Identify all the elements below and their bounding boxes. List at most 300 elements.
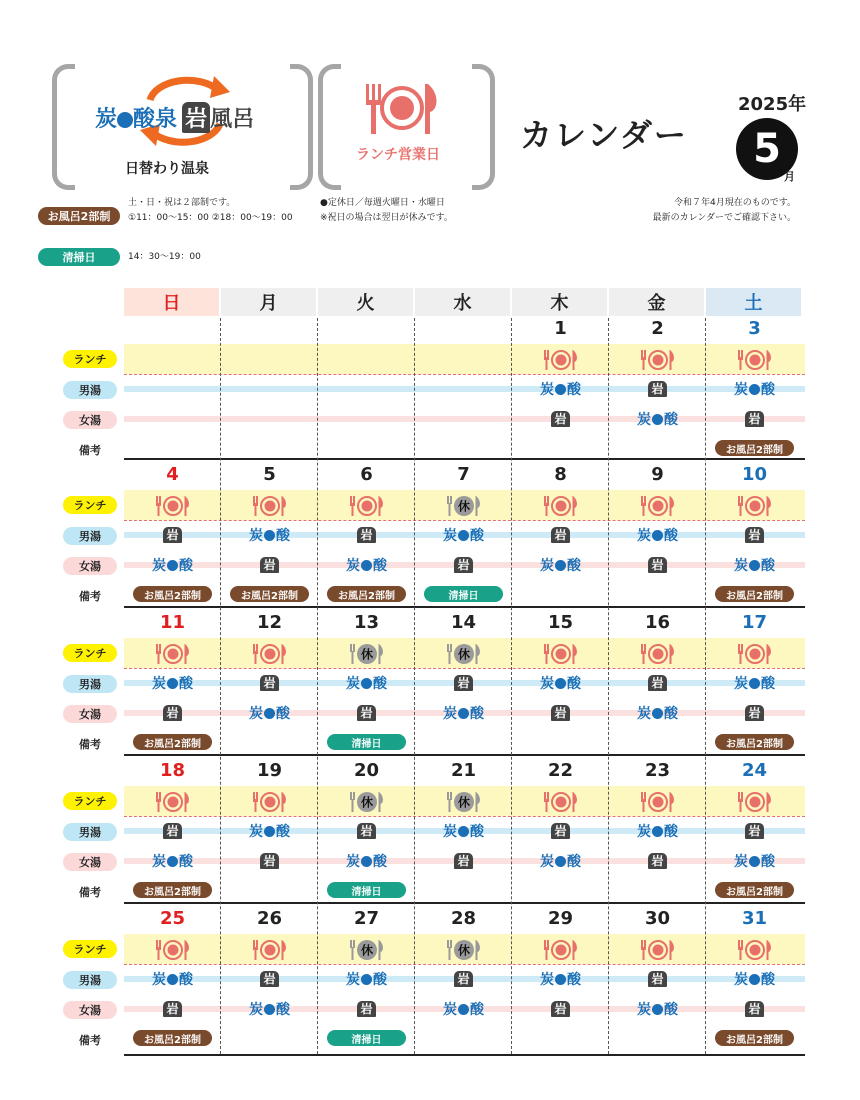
tansan-icon	[415, 820, 512, 842]
bottom-rule	[124, 1054, 805, 1056]
bubble-icon	[458, 1004, 469, 1015]
day-header: 土	[706, 288, 801, 316]
lunch-open-icon	[318, 494, 415, 518]
iwaburo-icon	[609, 378, 706, 400]
day-header: 月	[221, 288, 316, 316]
ofuro-pill: お風呂2部制	[715, 586, 794, 602]
iwaburo-icon	[124, 702, 221, 724]
iwaburo-icon	[706, 524, 803, 546]
iwaburo-icon	[609, 968, 706, 990]
tansan-icon	[706, 672, 803, 694]
iwaburo-icon	[609, 850, 706, 872]
tansan-text: 炭	[443, 1002, 457, 1018]
ofuro-pill: お風呂2部制	[133, 734, 212, 750]
left-bracket-2	[318, 64, 341, 190]
bubble-icon	[361, 560, 372, 571]
day-number: 15	[547, 612, 574, 633]
tansan-text: 酸	[567, 676, 581, 692]
iwaburo-text: 岩	[745, 823, 763, 839]
tansan-text: 炭	[637, 706, 651, 722]
tansan-icon	[221, 820, 318, 842]
lunch-dash	[124, 816, 805, 817]
tansan-text: 酸	[470, 528, 484, 544]
tansan-icon	[221, 998, 318, 1020]
clean-pill: 清掃日	[327, 1030, 406, 1046]
lunch-open-icon	[706, 494, 803, 518]
tansan-text: 炭	[637, 412, 651, 428]
iwaburo-text: 岩	[163, 1001, 181, 1017]
row-label-male: 男湯	[63, 527, 117, 545]
lunch-closed-icon	[415, 642, 512, 666]
tansan-text: 酸	[664, 706, 678, 722]
ofuro-pill: お風呂2部制	[230, 586, 309, 602]
lunch-closed-icon	[415, 790, 512, 814]
iwaburo-text: 岩	[551, 527, 569, 543]
iwaburo-icon	[706, 702, 803, 724]
bubble-icon	[361, 856, 372, 867]
tansan-text: 炭	[734, 854, 748, 870]
iwaburo-text: 岩	[648, 557, 666, 573]
tansan-text: 酸	[470, 824, 484, 840]
tansan-text: 酸	[567, 854, 581, 870]
row-label-lunch: ランチ	[63, 350, 117, 368]
tansan-text: 酸	[373, 972, 387, 988]
ofuro-note	[128, 196, 293, 226]
lunch-open-icon	[512, 642, 609, 666]
iwaburo-icon	[318, 820, 415, 842]
week-rule	[124, 902, 805, 904]
week-rule	[124, 458, 805, 460]
day-number: 14	[450, 612, 477, 633]
bubble-icon	[652, 708, 663, 719]
tansan-text: 炭	[540, 382, 554, 398]
tansan-text: 炭	[346, 854, 360, 870]
day-number: 4	[166, 464, 179, 485]
clean-pill: 清掃日	[327, 734, 406, 750]
iwaburo-icon	[318, 998, 415, 1020]
tansan-text: 炭	[637, 528, 651, 544]
tansan-icon	[609, 702, 706, 724]
tansan-icon	[609, 998, 706, 1020]
day-number: 3	[748, 318, 761, 339]
tansan-text: 炭	[540, 972, 554, 988]
tansan-text: 炭	[540, 676, 554, 692]
lunch-open-icon	[221, 790, 318, 814]
iwaburo-text: 岩	[745, 411, 763, 427]
bubble-icon	[458, 826, 469, 837]
row-label-male: 男湯	[63, 971, 117, 989]
lunch-open-icon	[706, 790, 803, 814]
iwaburo-icon	[609, 672, 706, 694]
tansan-text: 炭	[346, 972, 360, 988]
tansan-text: 酸	[761, 972, 775, 988]
day-number: 20	[353, 760, 380, 781]
year-label: 2025年	[738, 94, 807, 115]
day-number: 8	[554, 464, 567, 485]
svg-text:休: 休	[457, 499, 470, 514]
day-number: 31	[741, 908, 768, 929]
tansan-text: 酸	[373, 854, 387, 870]
tansan-text: 酸	[276, 706, 290, 722]
clean-legend-pill: 清掃日	[38, 248, 120, 266]
tansan-icon	[415, 998, 512, 1020]
iwaburo-text: 岩	[551, 1001, 569, 1017]
tansan-text: 酸	[373, 676, 387, 692]
logo-subtitle: 日替わり温泉	[125, 161, 209, 177]
svg-text:休: 休	[360, 647, 373, 662]
iwaburo-text: 岩	[648, 675, 666, 691]
bubble-icon	[555, 974, 566, 985]
tansan-icon	[221, 524, 318, 546]
bubble-icon	[167, 678, 178, 689]
iwaburo-text: 岩	[163, 823, 181, 839]
lunch-dash	[124, 374, 805, 375]
iwaburo-icon	[512, 820, 609, 842]
tansan-icon	[706, 378, 803, 400]
tansan-icon	[318, 850, 415, 872]
tansan-text: 炭	[249, 528, 263, 544]
iwaburo-text: 岩	[357, 1001, 375, 1017]
row-label-male: 男湯	[63, 381, 117, 399]
row-label-male: 男湯	[63, 675, 117, 693]
iwaburo-icon	[512, 998, 609, 1020]
iwaburo-icon	[415, 672, 512, 694]
iwaburo-text: 岩	[648, 853, 666, 869]
ofuro-note-line1: 土・日・祝は２部制です。	[128, 198, 236, 208]
tansan-text: 炭	[734, 558, 748, 574]
tansan-text: 炭	[637, 1002, 651, 1018]
lunch-open-icon	[609, 938, 706, 962]
bubble-icon	[555, 384, 566, 395]
tansan-icon	[512, 554, 609, 576]
clean-time: 14：30〜19：00	[128, 252, 201, 262]
lunch-open-icon	[609, 642, 706, 666]
day-number: 25	[159, 908, 186, 929]
day-number: 29	[547, 908, 574, 929]
tansan-text: 酸	[179, 854, 193, 870]
row-label-lunch: ランチ	[63, 940, 117, 958]
bubble-icon	[652, 1004, 663, 1015]
iwaburo-text: 岩	[745, 527, 763, 543]
iwaburo-text: 岩	[454, 557, 472, 573]
tansan-text: 酸	[664, 528, 678, 544]
tansan-text: 酸	[567, 382, 581, 398]
row-label-note: 備考	[79, 590, 101, 603]
lunch-dash	[124, 520, 805, 521]
bubble-icon	[167, 560, 178, 571]
tansan-text: 炭	[346, 676, 360, 692]
lunch-open-icon	[512, 494, 609, 518]
tansan-text: 酸	[664, 824, 678, 840]
month-unit: 月	[784, 170, 795, 183]
day-header: 水	[415, 288, 510, 316]
iwaburo-text: 岩	[357, 705, 375, 721]
day-header: 日	[124, 288, 219, 316]
lunch-closed-icon	[415, 494, 512, 518]
disclaimer-note	[600, 196, 796, 226]
lunch-dash	[124, 964, 805, 965]
iwaburo-text: 岩	[454, 853, 472, 869]
bubble-icon	[652, 414, 663, 425]
lunch-open-icon	[512, 348, 609, 372]
tansan-icon	[415, 702, 512, 724]
iwaburo-text: 岩	[648, 381, 666, 397]
bubble-icon	[361, 974, 372, 985]
tansan-text: 炭	[152, 972, 166, 988]
day-number: 27	[353, 908, 380, 929]
clean-pill: 清掃日	[327, 882, 406, 898]
tansan-icon	[318, 968, 415, 990]
iwaburo-text: 岩	[745, 705, 763, 721]
iwaburo-text: 岩	[454, 675, 472, 691]
svg-text:休: 休	[360, 943, 373, 958]
day-number: 23	[644, 760, 671, 781]
tansan-text: 炭	[346, 558, 360, 574]
iwaburo-text: 岩	[260, 853, 278, 869]
ofuro-legend-pill: お風呂2部制	[38, 207, 120, 225]
tansan-icon	[609, 408, 706, 430]
day-number: 30	[644, 908, 671, 929]
tansan-text: 炭	[443, 824, 457, 840]
closed-note-line2: ※祝日の場合は翌日が休みです。	[320, 213, 453, 223]
bubble-icon	[264, 708, 275, 719]
day-header: 火	[318, 288, 413, 316]
row-label-lunch: ランチ	[63, 496, 117, 514]
tansan-text: 炭	[152, 558, 166, 574]
day-number: 5	[263, 464, 276, 485]
tansan-text: 炭	[540, 854, 554, 870]
bubble-icon	[458, 708, 469, 719]
bubble-icon	[555, 560, 566, 571]
svg-text:休: 休	[457, 647, 470, 662]
tansan-icon	[221, 702, 318, 724]
iwaburo-icon	[512, 702, 609, 724]
tansan-text: 炭	[249, 824, 263, 840]
ofuro-pill: お風呂2部制	[715, 734, 794, 750]
tansan-icon	[512, 850, 609, 872]
tansan-text: 酸	[179, 972, 193, 988]
lunch-open-icon	[706, 642, 803, 666]
iwaburo-icon	[706, 820, 803, 842]
day-number: 9	[651, 464, 664, 485]
lunch-open-icon	[221, 938, 318, 962]
day-number: 6	[360, 464, 373, 485]
iwaburo-text: 岩	[260, 971, 278, 987]
iwaburo-text: 岩	[551, 411, 569, 427]
iwaburo-icon	[415, 554, 512, 576]
lunch-open-icon	[512, 938, 609, 962]
bubble-icon	[749, 678, 760, 689]
bubble-icon	[652, 530, 663, 541]
closed-note	[320, 196, 453, 226]
row-label-male: 男湯	[63, 823, 117, 841]
tansan-text: 酸	[470, 706, 484, 722]
lunch-label: ランチ営業日	[356, 147, 440, 163]
iwaburo-icon	[512, 524, 609, 546]
lunch-open-icon	[706, 938, 803, 962]
ofuro-pill: お風呂2部制	[715, 882, 794, 898]
row-label-female: 女湯	[63, 705, 117, 723]
logo-tan: 炭	[95, 107, 118, 132]
tansan-text: 炭	[734, 972, 748, 988]
iwaburo-text: 岩	[357, 823, 375, 839]
iwaburo-text: 岩	[551, 705, 569, 721]
bubble-icon	[749, 560, 760, 571]
row-label-note: 備考	[79, 738, 101, 751]
iwaburo-text: 岩	[454, 971, 472, 987]
week-rule	[124, 606, 805, 608]
tansan-text: 炭	[443, 528, 457, 544]
lunch-open-icon	[124, 494, 221, 518]
lunch-closed-icon	[318, 790, 415, 814]
tansan-text: 酸	[179, 558, 193, 574]
bubble-icon	[264, 826, 275, 837]
logo-iwa: 岩	[182, 102, 210, 133]
tansan-text: 酸	[373, 558, 387, 574]
row-label-note: 備考	[79, 1034, 101, 1047]
lunch-open-icon	[609, 494, 706, 518]
tansan-text: 酸	[276, 1002, 290, 1018]
bubble-icon	[749, 856, 760, 867]
lunch-open-icon	[221, 642, 318, 666]
lunch-open-icon	[609, 348, 706, 372]
tansan-text: 酸	[761, 854, 775, 870]
tansan-text: 酸	[761, 382, 775, 398]
ofuro-pill: お風呂2部制	[133, 586, 212, 602]
lunch-dash	[124, 668, 805, 669]
day-header: 金	[609, 288, 704, 316]
bubble-icon	[749, 384, 760, 395]
disclaimer-line1: 令和７年4月現在のものです。	[673, 198, 796, 208]
day-number: 26	[256, 908, 283, 929]
day-number: 13	[353, 612, 380, 633]
tansan-icon	[706, 554, 803, 576]
bubble-icon	[652, 826, 663, 837]
logo-san: 酸泉	[133, 107, 178, 132]
lunch-closed-icon	[318, 642, 415, 666]
ofuro-pill: お風呂2部制	[133, 1030, 212, 1046]
lunch-open-icon	[124, 642, 221, 666]
clean-pill: 清掃日	[424, 586, 503, 602]
bubble-icon	[555, 678, 566, 689]
week-rule	[124, 754, 805, 756]
iwaburo-icon	[221, 672, 318, 694]
bubble-icon	[458, 530, 469, 541]
iwaburo-icon	[221, 968, 318, 990]
tansan-text: 炭	[443, 706, 457, 722]
lunch-logo	[340, 78, 460, 178]
tansan-text: 炭	[249, 706, 263, 722]
tansan-text: 炭	[540, 558, 554, 574]
iwaburo-icon	[512, 408, 609, 430]
bubble-icon	[167, 974, 178, 985]
iwaburo-icon	[124, 998, 221, 1020]
row-label-female: 女湯	[63, 853, 117, 871]
tansan-text: 炭	[249, 1002, 263, 1018]
iwaburo-icon	[318, 524, 415, 546]
tansan-text: 炭	[734, 676, 748, 692]
tansan-icon	[512, 672, 609, 694]
lunch-open-icon	[706, 348, 803, 372]
tansan-text: 酸	[664, 1002, 678, 1018]
row-label-lunch: ランチ	[63, 644, 117, 662]
day-number: 1	[554, 318, 567, 339]
tansan-text: 酸	[664, 412, 678, 428]
svg-text:休: 休	[360, 795, 373, 810]
lunch-open-icon	[221, 494, 318, 518]
day-number: 28	[450, 908, 477, 929]
plate-fork-knife-icon	[362, 80, 442, 138]
iwaburo-text: 岩	[648, 971, 666, 987]
iwaburo-icon	[609, 554, 706, 576]
tansan-text: 酸	[276, 528, 290, 544]
iwaburo-icon	[124, 524, 221, 546]
iwaburo-icon	[221, 554, 318, 576]
lunch-open-icon	[124, 790, 221, 814]
tansan-icon	[609, 820, 706, 842]
ofuro-note-line2: ①11：00〜15：00 ②18：00〜19：00	[128, 213, 293, 223]
day-number: 2	[651, 318, 664, 339]
lunch-closed-icon	[415, 938, 512, 962]
lunch-open-icon	[124, 938, 221, 962]
tansan-icon	[318, 672, 415, 694]
day-number: 18	[159, 760, 186, 781]
tansan-text: 酸	[276, 824, 290, 840]
lunch-open-icon	[609, 790, 706, 814]
page-title: カレンダー	[520, 116, 688, 154]
row-label-female: 女湯	[63, 411, 117, 429]
day-header: 木	[512, 288, 607, 316]
ofuro-pill: お風呂2部制	[133, 882, 212, 898]
iwaburo-icon	[221, 850, 318, 872]
tansan-icon	[124, 850, 221, 872]
tansan-text: 酸	[179, 676, 193, 692]
tansan-icon	[512, 968, 609, 990]
iwaburo-text: 岩	[163, 527, 181, 543]
day-number: 21	[450, 760, 477, 781]
day-number: 24	[741, 760, 768, 781]
tansan-icon	[124, 968, 221, 990]
bubble-icon	[555, 856, 566, 867]
iwaburo-icon	[415, 850, 512, 872]
tansan-text: 炭	[734, 382, 748, 398]
iwaburo-text: 岩	[551, 823, 569, 839]
tansan-icon	[706, 850, 803, 872]
tansan-icon	[124, 672, 221, 694]
row-label-female: 女湯	[63, 1001, 117, 1019]
logo-furo: 風呂	[210, 107, 255, 132]
iwaburo-text: 岩	[260, 675, 278, 691]
iwaburo-text: 岩	[745, 1001, 763, 1017]
day-number: 10	[741, 464, 768, 485]
ofuro-pill: お風呂2部制	[327, 586, 406, 602]
tansan-text: 炭	[637, 824, 651, 840]
bubble-icon	[167, 856, 178, 867]
tansan-icon	[609, 524, 706, 546]
bubble-icon	[264, 530, 275, 541]
row-label-note: 備考	[79, 444, 101, 457]
bubble-icon	[264, 1004, 275, 1015]
day-number: 17	[741, 612, 768, 633]
iwaburo-icon	[318, 702, 415, 724]
iwaburo-icon	[706, 408, 803, 430]
iwaburo-icon	[415, 968, 512, 990]
tansan-text: 酸	[761, 676, 775, 692]
tansan-icon	[706, 968, 803, 990]
tansan-text: 酸	[470, 1002, 484, 1018]
tansan-icon	[512, 378, 609, 400]
day-number: 16	[644, 612, 671, 633]
